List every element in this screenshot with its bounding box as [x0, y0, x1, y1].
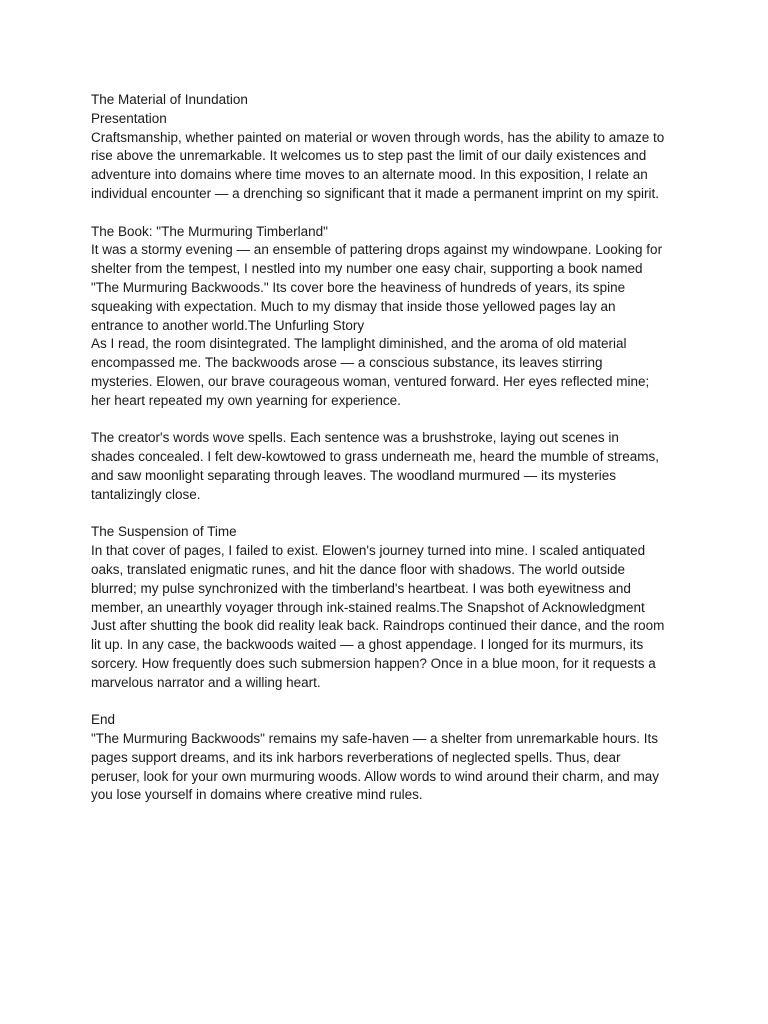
paragraph-line: lit up. In any case, the backwoods waited — a ghost appendage. I longed for its murmurs, its — [91, 637, 644, 653]
paragraph-line: "The Murmuring Backwoods." Its cover bore the heaviness of hundreds of years, its spine — [91, 279, 626, 295]
paragraph-line: "The Murmuring Backwoods" remains my safe-haven — a shelter from unremarkable hours. Its — [91, 731, 659, 747]
section-heading-presentation: Presentation — [91, 110, 167, 126]
paragraph-line: peruser, look for your own murmuring woods. Allow words to wind around their charm, and may — [91, 768, 660, 784]
paragraph-line: entrance to another world.The Unfurling Story — [91, 317, 365, 333]
paragraph-line: her heart repeated my own yearning for experience. — [91, 392, 401, 408]
paragraph-line: and saw moonlight separating through leaves. The woodland murmured — its mysteries — [91, 467, 617, 483]
paragraph-line: shelter from the tempest, I nestled into my number one easy chair, supporting a book named — [91, 261, 643, 277]
paragraph-line: adventure into domains where time moves to an alternate mood. In this exposition, I relate an — [91, 167, 648, 183]
paragraph-spacer — [91, 693, 691, 712]
paragraph-line: mysteries. Elowen, our brave courageous woman, ventured forward. Her eyes reflected mine; — [91, 373, 650, 389]
paragraph-line: rise above the unremarkable. It welcomes us to step past the limit of our daily existences and — [91, 148, 647, 164]
paragraph-line: sorcery. How frequently does such submersion happen? Once in a blue moon, for it requests a — [91, 655, 656, 671]
section-heading-the-book: The Book: "The Murmuring Timberland" — [91, 223, 328, 239]
document-title: The Material of Inundation — [91, 92, 248, 107]
paragraph-line: member, an unearthly voyager through ink-stained realms.The Snapshot of Acknowledgment — [91, 599, 645, 615]
paragraph-line: oaks, translated enigmatic runes, and hit the dance floor with shadows. The world outside — [91, 561, 626, 577]
paragraph-line: marvelous narrator and a willing heart. — [91, 674, 321, 690]
section-heading-end: End — [91, 712, 116, 728]
paragraph-line: blurred; my pulse synchronized with the timberland's heartbeat. I was both eyewitness and — [91, 580, 631, 596]
document-page — [91, 91, 691, 805]
paragraph-line: The creator's words wove spells. Each sentence was a brushstroke, laying out scenes in — [91, 430, 619, 446]
paragraph-line: tantalizingly close. — [91, 486, 201, 502]
paragraph-line: It was a stormy evening — an ensemble of pattering drops against my windowpane. Looking for — [91, 242, 663, 258]
paragraph-line: pages support dreams, and its ink harbors reverberations of neglected spells. Thus, dear — [91, 749, 621, 765]
paragraph-spacer — [91, 411, 691, 430]
paragraph-line: you lose yourself in domains where creative mind rules. — [91, 787, 423, 803]
paragraph-line: individual encounter — a drenching so significant that it made a permanent imprint on my spirit. — [91, 185, 660, 201]
paragraph-line: In that cover of pages, I failed to exist. Elowen's journey turned into mine. I scaled antiquated — [91, 543, 646, 559]
section-heading-suspension-of-time: The Suspension of Time — [91, 524, 237, 540]
paragraph-line: shades concealed. I felt dew-kowtowed to grass underneath me, heard the mumble of streams, — [91, 449, 660, 465]
paragraph-spacer — [91, 505, 691, 524]
paragraph-line: Craftsmanship, whether painted on material or woven through words, has the ability to amaze to — [91, 129, 665, 145]
paragraph-line: encompassed me. The backwoods arose — a conscious substance, its leaves stirring — [91, 355, 603, 371]
paragraph-line: Just after shutting the book did reality leak back. Raindrops continued their dance, and the room — [91, 618, 665, 634]
paragraph-line: As I read, the room disintegrated. The lamplight diminished, and the aroma of old material — [91, 336, 627, 352]
paragraph-spacer — [91, 204, 691, 223]
paragraph-line: squeaking with expectation. Much to my dismay that inside those yellowed pages lay an — [91, 298, 616, 314]
